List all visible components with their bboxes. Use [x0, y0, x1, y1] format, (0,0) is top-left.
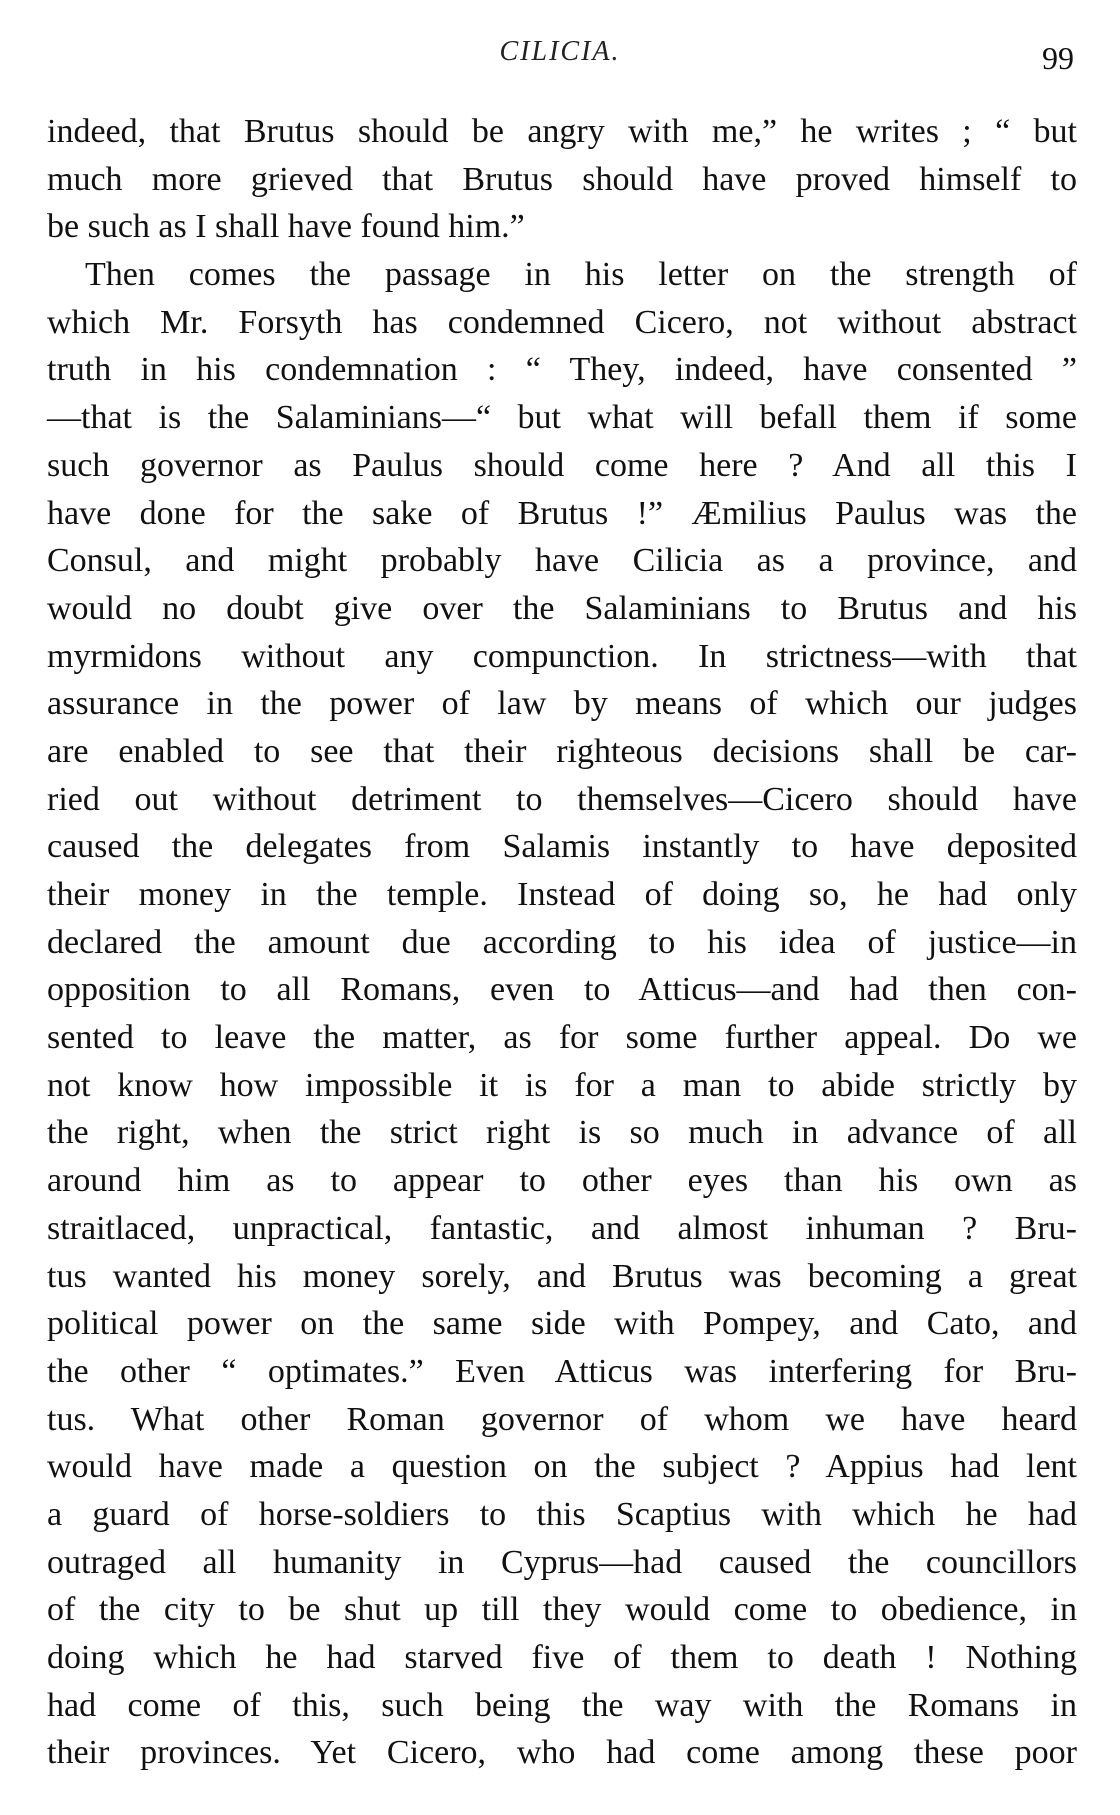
- text-line: around him as to appear to other eyes than his own as: [47, 1162, 1077, 1200]
- text-line: the other “ optimates.” Even Atticus was interfering for Bru-: [47, 1352, 1077, 1390]
- text-line: outraged all humanity in Cyprus—had caused the councillors: [47, 1543, 1077, 1581]
- text-line: political power on the same side with Pompey, and Cato, and: [47, 1305, 1077, 1343]
- text-line: sented to leave the matter, as for some further appeal. Do we: [47, 1019, 1077, 1057]
- running-title: CILICIA.: [499, 36, 621, 67]
- text-line: would have made a question on the subject ? Appius had lent: [47, 1448, 1077, 1486]
- paragraph-start-line: Then comes the passage in his letter on the strength of: [85, 256, 1077, 294]
- text-line: indeed, that Brutus should be angry with me,” he writes ; “ but: [47, 113, 1077, 150]
- text-line: much more grieved that Brutus should have proved himself to: [47, 160, 1077, 198]
- text-line: doing which he had starved five of them to death ! Nothing: [47, 1639, 1077, 1676]
- text-line: the right, when the strict right is so much in advance of all: [47, 1114, 1077, 1152]
- text-line: a guard of horse-soldiers to this Scaptius with which he had: [47, 1495, 1077, 1533]
- text-line: would no doubt give over the Salaminians to Brutus and his: [47, 589, 1077, 627]
- text-line: of the city to be shut up till they would come to obedience, in: [47, 1591, 1077, 1629]
- text-line: their provinces. Yet Cicero, who had come among these poor: [47, 1734, 1077, 1772]
- text-line: tus. What other Roman governor of whom we have heard: [47, 1400, 1077, 1438]
- text-line: caused the delegates from Salamis instantly to have deposited: [47, 828, 1077, 866]
- body-text: [47, 108, 1077, 1777]
- text-line: such governor as Paulus should come here ? And all this I: [47, 446, 1077, 484]
- text-line: straitlaced, unpractical, fantastic, and almost inhuman ? Bru-: [47, 1209, 1077, 1247]
- text-line: Consul, and might probably have Cilicia as a province, and: [47, 542, 1077, 580]
- text-line: be such as I shall have found him.”: [47, 208, 525, 246]
- page-number: 99: [1042, 40, 1074, 76]
- text-line: assurance in the power of law by means of which our judges: [47, 685, 1077, 723]
- text-line: ried out without detriment to themselves—Cicero should have: [47, 780, 1077, 818]
- text-line: opposition to all Romans, even to Atticus—and had then con-: [47, 971, 1077, 1009]
- text-line: not know how impossible it is for a man to abide strictly by: [47, 1066, 1077, 1104]
- text-line: myrmidons without any compunction. In strictness—with that: [47, 637, 1077, 675]
- text-line: their money in the temple. Instead of doing so, he had only: [47, 876, 1077, 913]
- text-line: tus wanted his money sorely, and Brutus was becoming a great: [47, 1257, 1077, 1295]
- text-line: truth in his condemnation : “ They, indeed, have consented ”: [47, 351, 1077, 389]
- text-line: —that is the Salaminians—“ but what will befall them if some: [47, 399, 1077, 437]
- text-line: have done for the sake of Brutus !” Æmilius Paulus was the: [47, 494, 1077, 532]
- text-line: are enabled to see that their righteous decisions shall be car-: [47, 732, 1077, 770]
- text-line: had come of this, such being the way with the Romans in: [47, 1686, 1077, 1724]
- text-line: declared the amount due according to his idea of justice—in: [47, 923, 1077, 961]
- running-header: [0, 36, 1120, 76]
- text-line: which Mr. Forsyth has condemned Cicero, not without abstract: [47, 303, 1077, 341]
